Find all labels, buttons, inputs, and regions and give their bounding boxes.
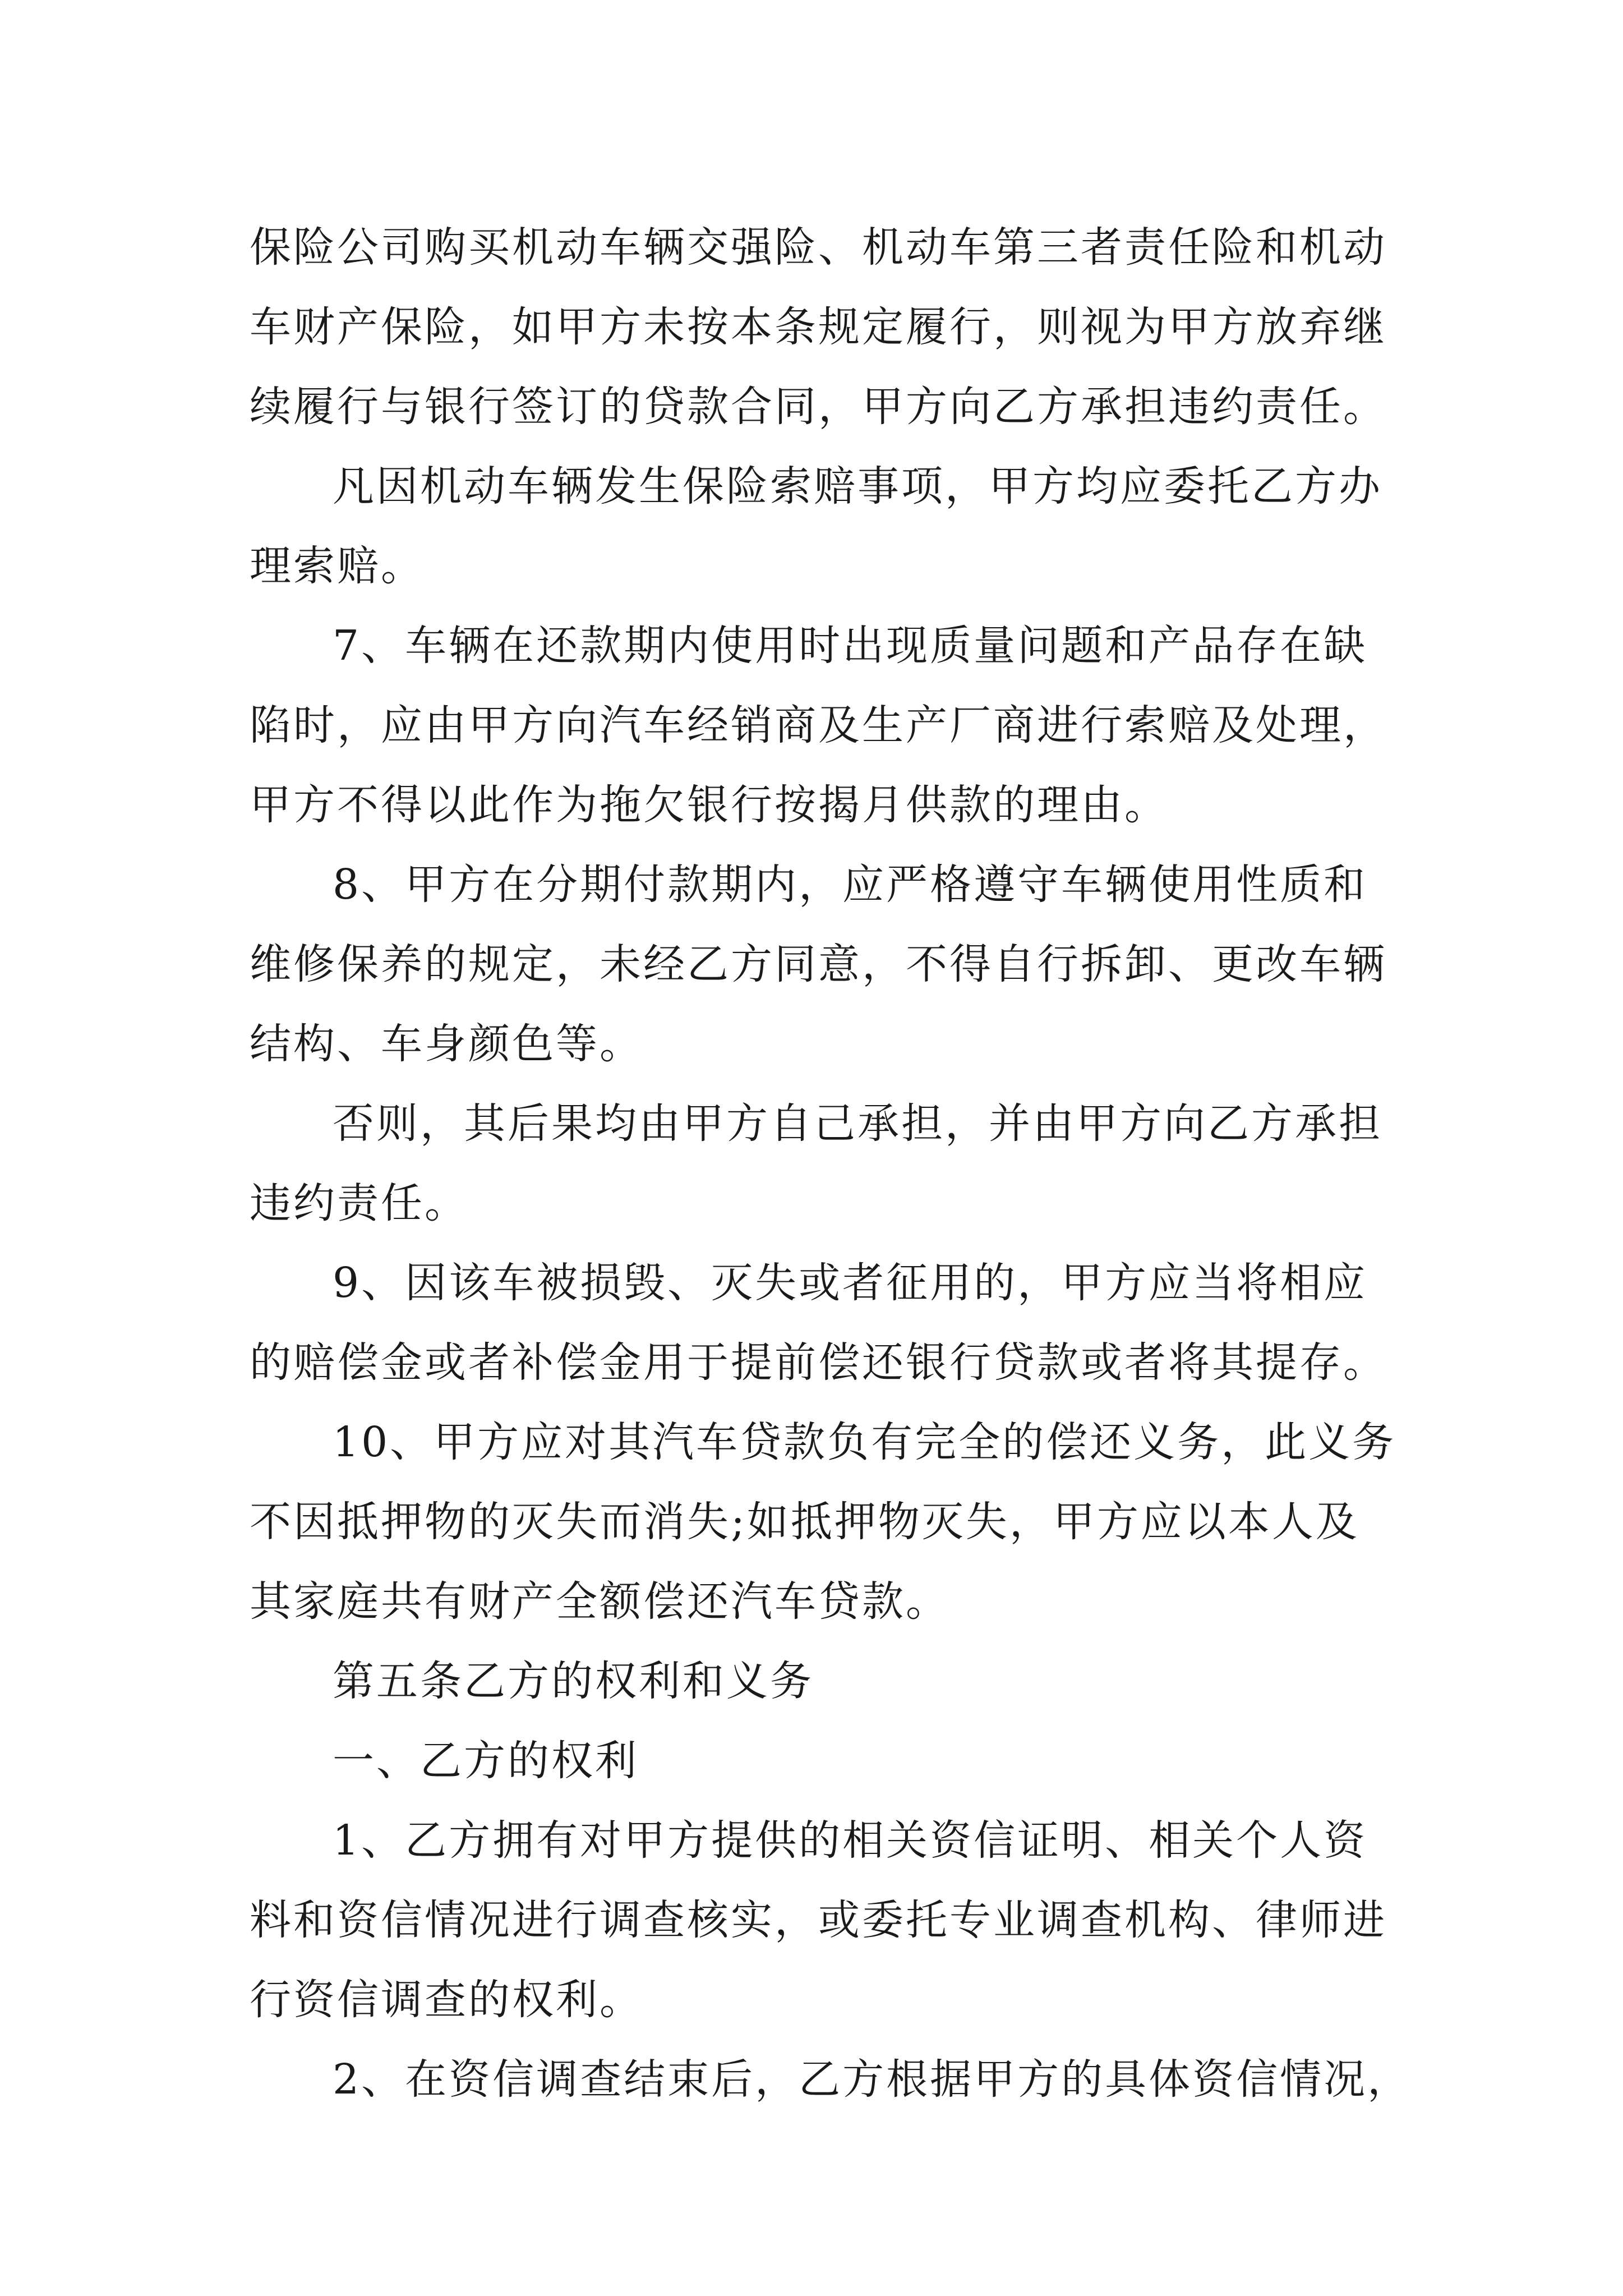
text-line: 否则，其后果均由甲方自己承担，并由甲方向乙方承担 [333,1099,1382,1148]
text-line: 结构、车身颜色等。 [250,1020,643,1068]
text-line: 8、甲方在分期付款期内，应严格遵守车辆使用性质和 [333,861,1368,909]
text-line: 1、乙方拥有对甲方提供的相关资信证明、相关个人资 [333,1816,1368,1865]
text-line: 理索赔。 [250,542,425,590]
text-line: 7、车辆在还款期内使用时出现质量问题和产品存在缺 [333,622,1368,670]
text-line: 保险公司购买机动车辆交强险、机动车第三者责任险和机动 [250,223,1387,272]
text-line: 维修保养的规定，未经乙方同意，不得自行拆卸、更改车辆 [250,940,1387,988]
text-line: 陷时，应由甲方向汽车经销商及生产厂商进行索赔及处理， [250,701,1387,749]
text-line: 续履行与银行签订的贷款合同，甲方向乙方承担违约责任。 [250,383,1387,431]
section-heading: 第五条乙方的权利和义务 [333,1657,814,1705]
text-line: 其家庭共有财产全额偿还汽车贷款。 [250,1577,949,1626]
document-body [250,208,1412,2119]
text-line: 不因抵押物的灭失而消失;如抵押物灭失，甲方应以本人及 [250,1498,1359,1546]
text-line: 2、在资信调查结束后，乙方根据甲方的具体资信情况， [333,2055,1412,2104]
text-line: 违约责任。 [250,1179,468,1227]
text-line: 行资信调查的权利。 [250,1976,643,2024]
text-line: 的赔偿金或者补偿金用于提前偿还银行贷款或者将其提存。 [250,1338,1387,1387]
text-line: 车财产保险，如甲方未按本条规定履行，则视为甲方放弃继 [250,303,1387,351]
text-line: 9、因该车被损毁、灭失或者征用的，甲方应当将相应 [333,1259,1368,1307]
subsection-heading: 一、乙方的权利 [333,1737,639,1785]
text-line: 10、甲方应对其汽车贷款负有完全的偿还义务，此义务 [333,1418,1396,1466]
text-line: 料和资信情况进行调查核实，或委托专业调查机构、律师进 [250,1896,1387,1944]
text-line: 甲方不得以此作为拖欠银行按揭月供款的理由。 [250,781,1168,829]
text-line: 凡因机动车辆发生保险索赔事项，甲方均应委托乙方办 [333,462,1382,510]
